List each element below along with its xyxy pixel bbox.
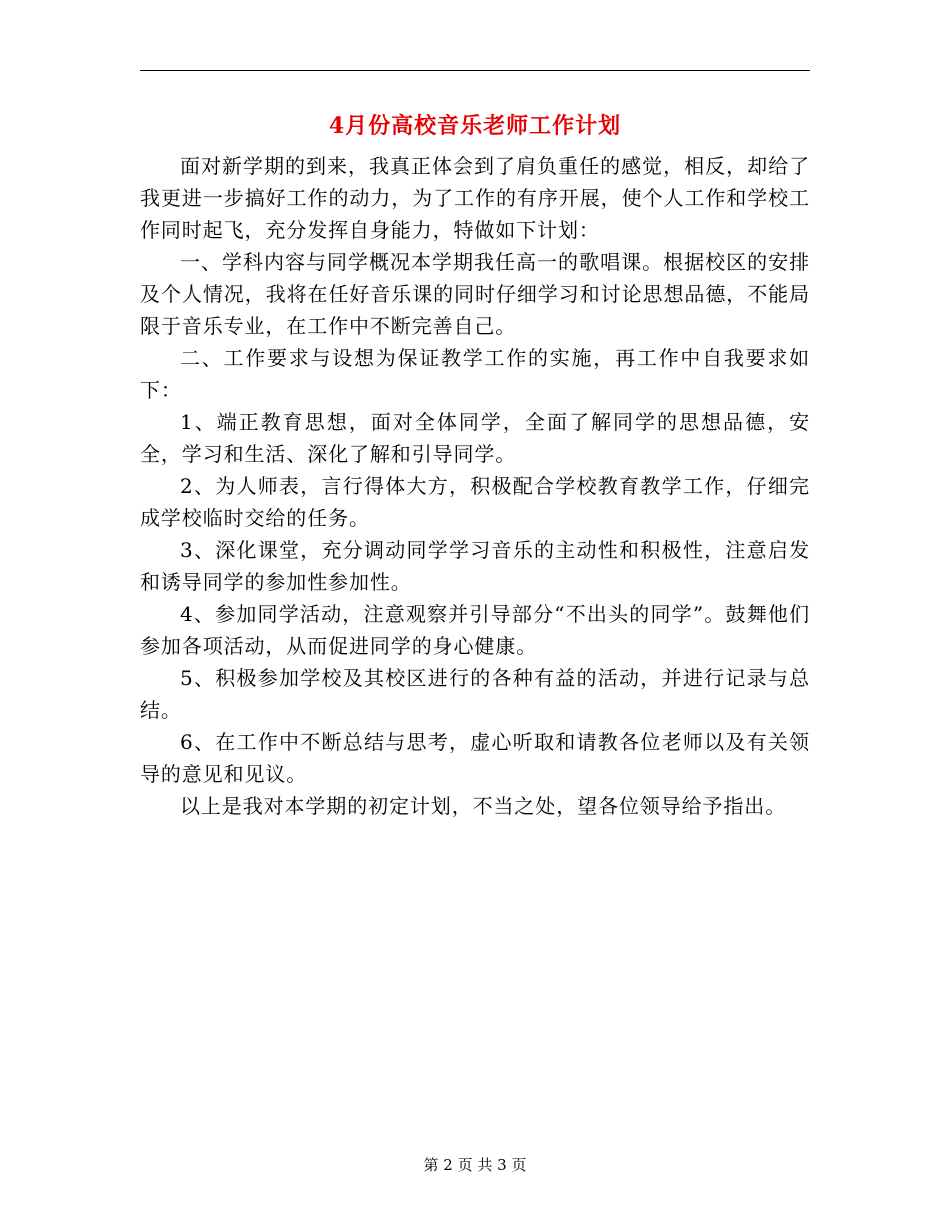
header-rule [140,70,810,71]
document-body [140,150,810,822]
paragraph-item-4: 4、参加同学活动，注意观察并引导部分“不出头的同学”。鼓舞他们参加各项活动，从而促进同学的身心健康。 [140,602,810,658]
paragraph-item-2: 2、为人师表，言行得体大方，积极配合学校教育教学工作，仔细完成学校临时交给的任务。 [140,474,810,530]
paragraph-intro: 面对新学期的到来，我真正体会到了肩负重任的感觉，相反，却给了我更进一步搞好工作的动力，为了工作的有序开展，使个人工作和学校工作同时起飞，充分发挥自身能力，特做如下计划： [140,154,810,242]
paragraph-conclusion: 以上是我对本学期的初定计划，不当之处，望各位领导给予指出。 [180,794,787,818]
paragraph-item-1: 1、端正教育思想，面对全体同学，全面了解同学的思想品德，安全，学习和生活、深化了解和引导同学。 [140,410,810,466]
paragraph-item-3: 3、深化课堂，充分调动同学学习音乐的主动性和积极性，注意启发和诱导同学的参加性参加性。 [140,538,810,594]
document-title: 4月份高校音乐老师工作计划 [328,113,622,139]
paragraph-section-two: 二、工作要求与设想为保证教学工作的实施，再工作中自我要求如下： [140,346,810,402]
paragraph-section-one: 一、学科内容与同学概况本学期我任高一的歌唱课。根据校区的安排及个人情况，我将在任好音乐课的同时仔细学习和讨论思想品德，不能局限于音乐专业，在工作中不断完善自己。 [140,250,810,338]
paragraph-item-6: 6、在工作中不断总结与思考，虚心听取和请教各位老师以及有关领导的意见和见议。 [140,730,810,786]
paragraph-item-5: 5、积极参加学校及其校区进行的各种有益的活动，并进行记录与总结。 [140,666,810,722]
page-number-footer: 第 2 页 共 3 页 [423,1156,527,1174]
